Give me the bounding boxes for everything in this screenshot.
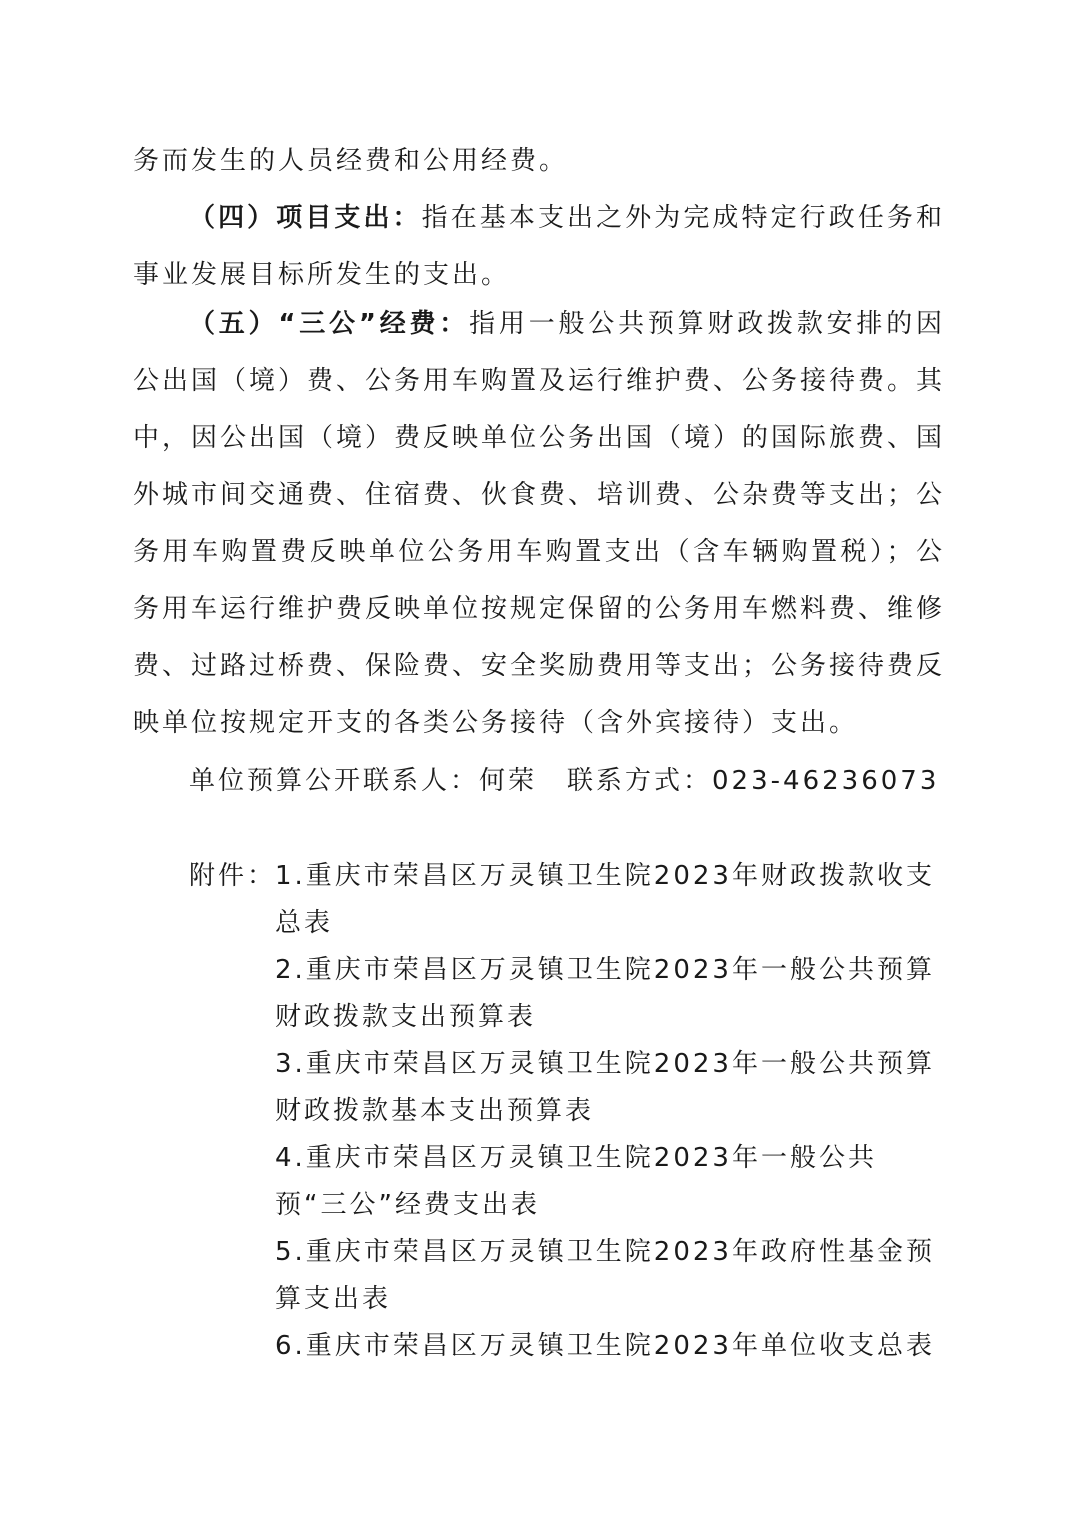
contact-phone: 联系方式：023-46236073 — [567, 766, 940, 796]
attachment-item: 3.重庆市荣昌区万灵镇卫生院2023年一般公共预算财政拨款基本支出预算表 — [275, 1049, 935, 1126]
attachment-item: 4.重庆市荣昌区万灵镇卫生院2023年一般公共预“三公”经费支出表 — [275, 1143, 877, 1220]
paragraph-three-public-expenses — [133, 296, 945, 752]
paragraph-five-body: 指用一般公共预算财政拨款安排的因公出国（境）费、公务用车购置及运行维护费、公务接待费。其中，因公出国（境）费反映单位公务出国（境）的国际旅费、国外城市间交通费、住宿费、伙食费、培训费、公杂费等支出；公务用车购置费反映单位公务用车购置支出（含车辆购置税）；公务用车运行维护费反映单位按规定保留的公务用车燃料费、维修费、过路过桥费、保险费、安全奖励费用等支出；公务接待费反映单位按规定开支的各类公务接待（含外宾接待）支出。 — [133, 309, 946, 738]
attachment-item: 6.重庆市荣昌区万灵镇卫生院2023年单位收支总表 — [275, 1331, 935, 1361]
attachments-list — [275, 853, 947, 1370]
paragraph-continued — [133, 133, 945, 190]
paragraph-four-body: 指在基本支出之外为完成特定行政任务和事业发展目标所发生的支出。 — [133, 203, 945, 290]
attachment-item: 1.重庆市荣昌区万灵镇卫生院2023年财政拨款收支总表 — [275, 861, 935, 938]
attachments-label: 附件： — [189, 861, 277, 891]
attachment-item: 2.重庆市荣昌区万灵镇卫生院2023年一般公共预算财政拨款支出预算表 — [275, 955, 935, 1032]
contact-line — [189, 753, 939, 810]
paragraph-continued-text: 务而发生的人员经费和公用经费。 — [133, 146, 569, 176]
attachment-item: 5.重庆市荣昌区万灵镇卫生院2023年政府性基金预算支出表 — [275, 1237, 935, 1314]
section-heading-five: （五）“三公”经费： — [189, 309, 470, 339]
section-heading-four: （四）项目支出： — [189, 203, 422, 233]
paragraph-project-expenditure — [133, 190, 945, 304]
contact-person: 单位预算公开联系人：何荣 — [189, 766, 538, 796]
